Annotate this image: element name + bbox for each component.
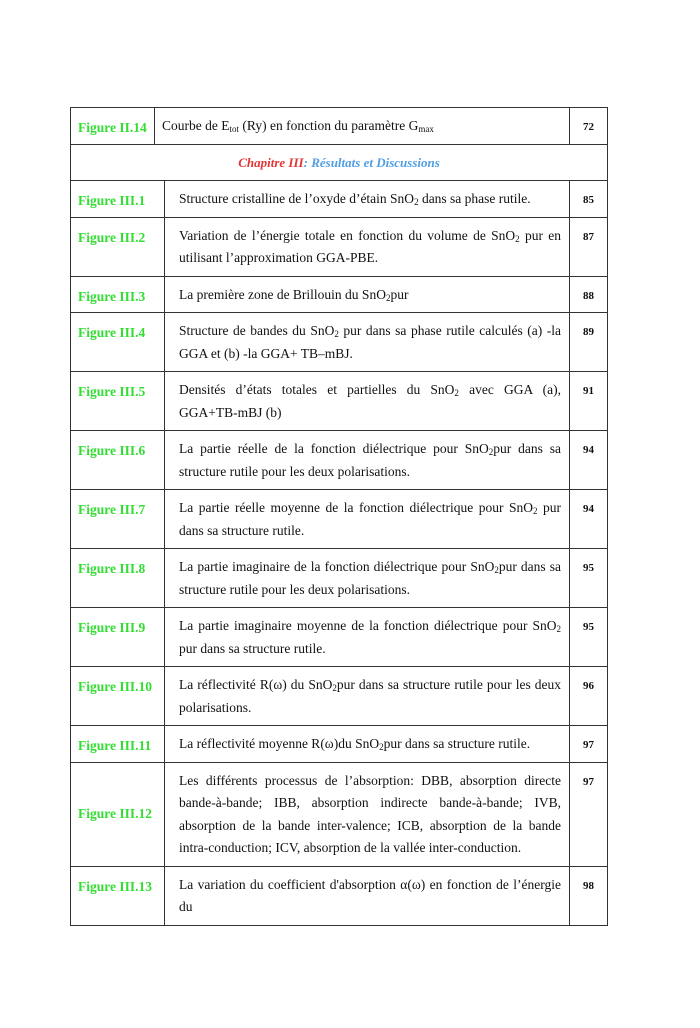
figure-label: Figure III.3 <box>71 276 165 313</box>
page-number: 94 <box>570 431 608 490</box>
table-row <box>71 276 608 313</box>
desc-text: La partie imaginaire moyenne de la fonction diélectrique pour SnO <box>179 618 557 633</box>
figure-description <box>165 549 570 608</box>
table-row <box>71 726 608 763</box>
desc-text: La partie réelle moyenne de la fonction diélectrique pour SnO <box>179 500 533 515</box>
page-number: 98 <box>570 866 608 925</box>
figure-label: Figure III.4 <box>71 313 165 372</box>
figure-description <box>165 276 570 313</box>
desc-subscript: max <box>418 124 434 134</box>
desc-text: Structure cristalline de l’oxyde d’étain SnO <box>179 191 415 206</box>
figure-label: Figure III.8 <box>71 549 165 608</box>
desc-subscript: tot <box>229 124 239 134</box>
chapter-heading <box>71 145 608 181</box>
page-number: 72 <box>570 108 608 145</box>
page-number: 85 <box>570 181 608 218</box>
table-row <box>71 372 608 431</box>
table-row <box>71 667 608 726</box>
desc-subscript: 2 <box>532 506 538 516</box>
figure-description <box>165 313 570 372</box>
figure-description <box>165 217 570 276</box>
table-row <box>71 108 608 145</box>
chapter-subtitle: : Résultats et Discussions <box>303 154 440 170</box>
figure-label: Figure III.11 <box>71 726 165 763</box>
desc-text: La partie réelle de la fonction diélectrique pour SnO <box>179 441 489 456</box>
figure-list-table <box>70 107 608 926</box>
desc-text: pur dans sa structure rutile. <box>179 640 326 656</box>
desc-text: La réflectivité R(ω) du SnO <box>179 677 333 692</box>
table-row <box>71 490 608 549</box>
desc-subscript: 2 <box>488 447 494 457</box>
figure-description <box>165 431 570 490</box>
desc-subscript: 2 <box>454 388 459 398</box>
desc-text: avec GGA (a), GGA+TB-mBJ (b) <box>179 382 561 420</box>
desc-text: Variation de l’énergie totale en fonction du volume de SnO <box>179 227 516 243</box>
desc-text: pur en utilisant l’approximation GGA-PBE. <box>179 227 561 265</box>
desc-subscript: 2 <box>494 565 499 575</box>
desc-text: Structure de bandes du SnO <box>179 323 335 338</box>
chapter-row <box>71 145 608 181</box>
table-row <box>71 217 608 276</box>
figure-label: Figure III.9 <box>71 608 165 667</box>
page-number: 87 <box>570 217 608 276</box>
desc-text: pur dans sa structure rutile. <box>383 736 531 751</box>
figure-label: Figure III.7 <box>71 490 165 549</box>
desc-text: (Ry) en fonction du paramètre G <box>239 118 419 133</box>
desc-subscript: 2 <box>556 624 561 634</box>
figure-label: Figure III.5 <box>71 372 165 431</box>
figure-description <box>165 490 570 549</box>
table-row <box>71 431 608 490</box>
table-row <box>71 313 608 372</box>
desc-text: pur dans sa structure rutile. <box>179 500 561 538</box>
page-number: 94 <box>570 490 608 549</box>
desc-subscript: 2 <box>379 742 384 752</box>
figure-description <box>165 866 570 925</box>
desc-subscript: 2 <box>515 233 520 244</box>
table-row <box>71 762 608 866</box>
desc-subscript: 2 <box>385 292 391 303</box>
desc-text: La réflectivité moyenne R(ω)du SnO <box>179 736 380 751</box>
page-number: 95 <box>570 549 608 608</box>
desc-text: pur dans sa structure rutile pour les deux polarisations. <box>179 559 561 597</box>
figure-description <box>155 108 570 145</box>
figure-label: Figure III.12 <box>71 762 165 866</box>
desc-text: La variation du coefficient d'absorption α(ω) en fonction de l’énergie du <box>179 876 561 914</box>
figure-list-body <box>71 108 608 926</box>
chapter-name: Chapitre III <box>238 154 304 170</box>
table-row <box>71 866 608 925</box>
page-number: 91 <box>570 372 608 431</box>
desc-text: La première zone de Brillouin du SnO <box>179 286 386 302</box>
table-row <box>71 608 608 667</box>
figure-label: Figure III.10 <box>71 667 165 726</box>
desc-text: dans sa phase rutile. <box>418 191 531 206</box>
table-row <box>71 181 608 218</box>
desc-subscript: 2 <box>414 197 419 207</box>
figure-description <box>165 726 570 763</box>
desc-text: pur dans sa structure rutile pour les deux polarisations. <box>179 677 561 715</box>
figure-label: Figure III.2 <box>71 217 165 276</box>
page-number: 96 <box>570 667 608 726</box>
page-number: 97 <box>570 762 608 866</box>
table-row <box>71 549 608 608</box>
figure-label: Figure II.14 <box>71 108 155 145</box>
figure-label: Figure III.1 <box>71 181 165 218</box>
desc-subscript: 2 <box>334 329 339 339</box>
page-number: 97 <box>570 726 608 763</box>
figure-description <box>165 608 570 667</box>
desc-text: La partie imaginaire de la fonction diélectrique pour SnO <box>179 559 495 574</box>
desc-text: pur dans sa phase rutile calculés (a) -la GGA et (b) -la GGA+ TB–mBJ. <box>179 323 561 361</box>
desc-subscript: 2 <box>332 683 337 693</box>
figure-description <box>165 667 570 726</box>
desc-text: pur <box>390 286 409 302</box>
figure-description <box>165 372 570 431</box>
desc-text: Courbe de E <box>162 118 230 133</box>
figure-description <box>165 181 570 218</box>
figure-description <box>165 762 570 866</box>
page-number: 89 <box>570 313 608 372</box>
desc-text: Les différents processus de l’absorption: DBB, absorption directe bande-à-bande; IBB, absorption indirecte bande-à-bande; IVB, absorption de la bande inter-valence; ICB, absorption de la bande intra-conduction; ICV, absorption de la vallée inter-conduction. <box>179 772 561 855</box>
figure-label: Figure III.13 <box>71 866 165 925</box>
figure-label: Figure III.6 <box>71 431 165 490</box>
page-number: 88 <box>570 276 608 313</box>
page-number: 95 <box>570 608 608 667</box>
desc-text: Densités d’états totales et partielles du SnO <box>179 382 455 397</box>
desc-text: pur dans sa structure rutile pour les deux polarisations. <box>179 441 561 479</box>
